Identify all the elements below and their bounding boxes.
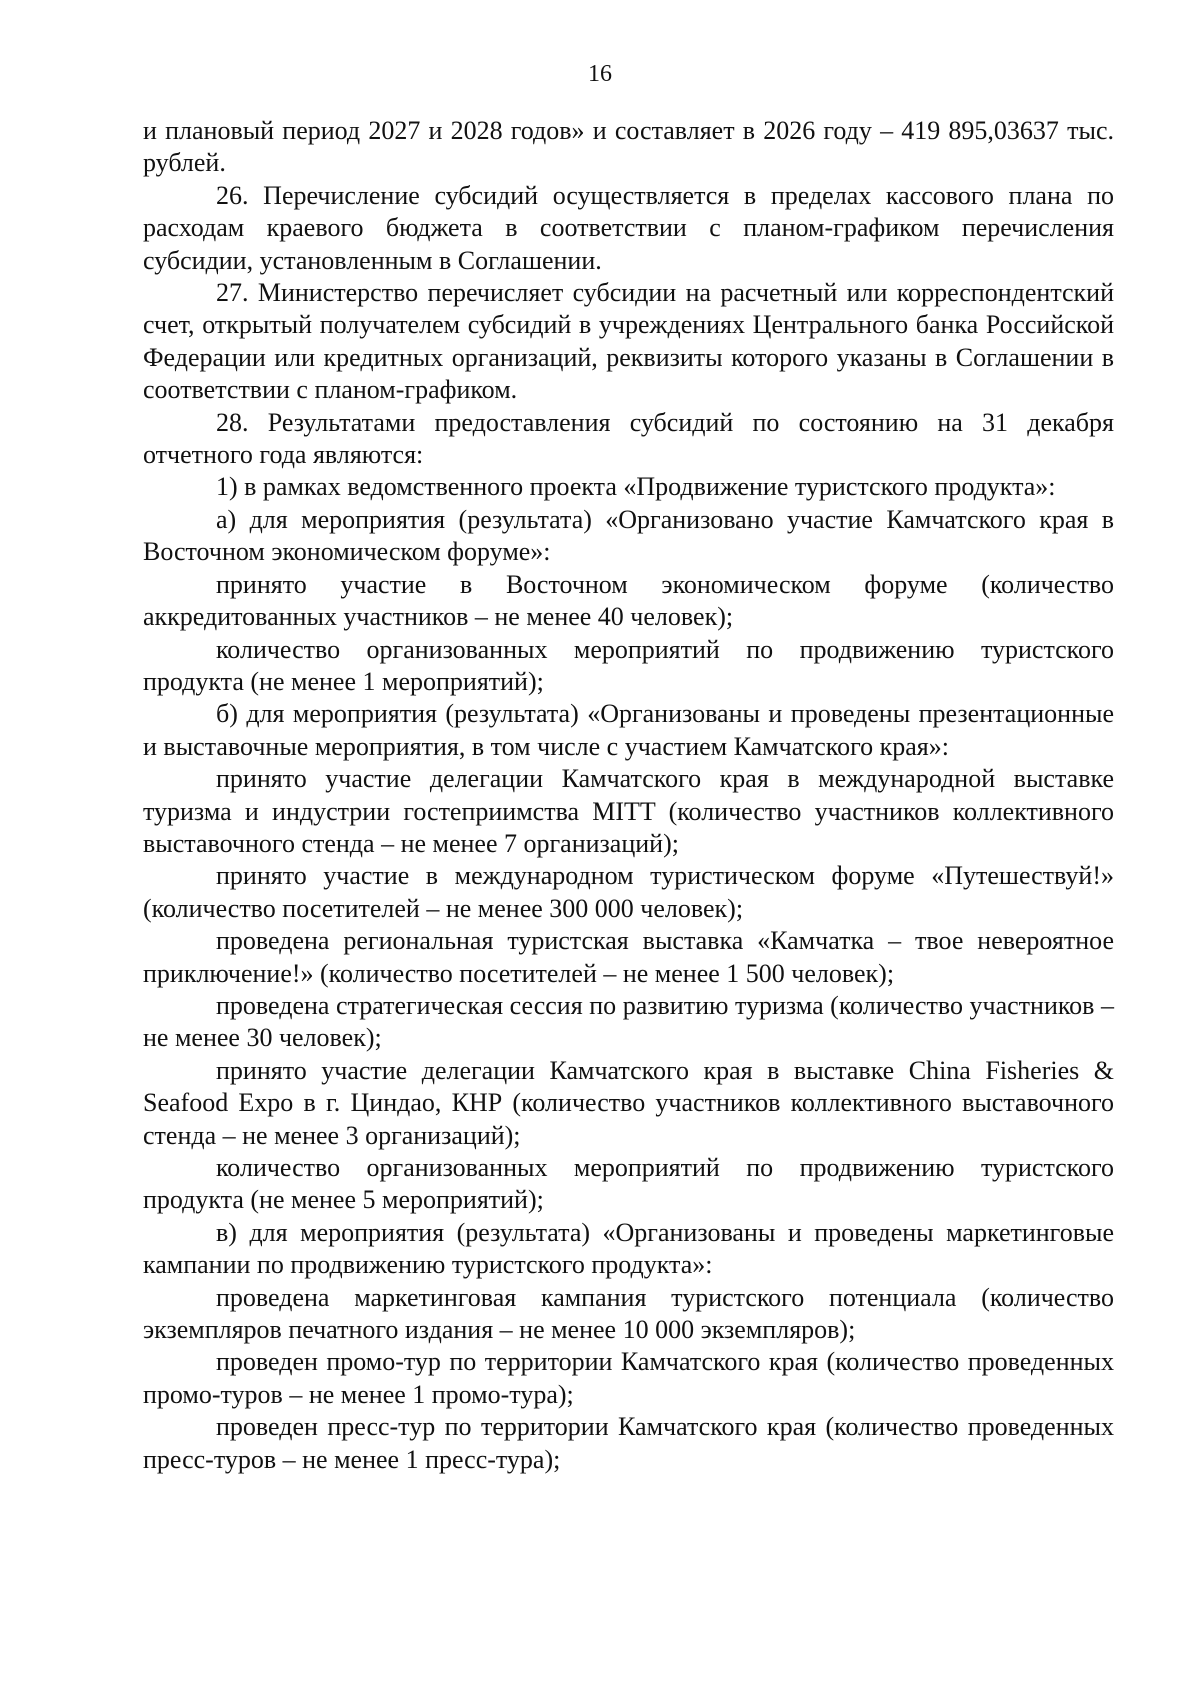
result-item: принято участие в Восточном экономическом форуме (количество аккредитованных участников – не менее 40 человек); (143, 569, 1114, 632)
result-item: проведена стратегическая сессия по развитию туризма (количество участников – не менее 30 человек); (143, 990, 1114, 1053)
result-item: проведена региональная туристская выставка «Камчатка – твое невероятное приключение!» (количество посетителей – не менее 1 500 человек); (143, 926, 1114, 988)
result-item: проведена маркетинговая кампания туристского потенциала (количество экземпляров печатного издания – не менее 10 000 экземпляров); (143, 1282, 1114, 1345)
result-item: проведен пресс-тур по территории Камчатского края (количество проведенных пресс-туров – не менее 1 пресс-тура); (143, 1412, 1114, 1474)
paragraph-26: 26. Перечисление субсидий осуществляется в пределах кассового плана по расходам краевого бюджета в соответствии с планом-графиком перечисления субсидии, установленным в Соглашении. (143, 180, 1114, 275)
result-item: проведен промо-тур по территории Камчатского края (количество проведенных промо-туров – не менее 1 промо-тура); (143, 1347, 1114, 1409)
result-item: количество организованных мероприятий по продвижению туристского продукта (не менее 1 мероприятий); (143, 634, 1114, 696)
paragraph-27: 27. Министерство перечисляет субсидии на расчетный или корреспондентский счет, открытый получателем субсидий в учреждениях Центрального банка Российской Федерации или кредитных организаций, реквизиты которого указаны в Соглашении в соответствии с планом-графиком. (143, 278, 1114, 405)
list-item-a: а) для мероприятия (результата) «Организовано участие Камчатского края в Восточном экономическом форуме»: (143, 504, 1114, 567)
list-item-b: б) для мероприятия (результата) «Организованы и проведены презентационные и выставочные мероприятия, в том числе с участием Камчатского края»: (143, 699, 1114, 761)
result-item: количество организованных мероприятий по продвижению туристского продукта (не менее 5 мероприятий); (143, 1153, 1114, 1215)
result-item: принято участие делегации Камчатского края в международной выставке туризма и индустрии гостеприимства MITT (количество участников коллективного выставочного стенда – не менее 7 организаций); (143, 764, 1114, 858)
page-number: 16 (588, 61, 612, 87)
list-item-v: в) для мероприятия (результата) «Организованы и проведены маркетинговые кампании по продвижению туристского продукта»: (143, 1217, 1114, 1280)
list-item-1: 1) в рамках ведомственного проекта «Продвижение туристского продукта»: (216, 472, 1056, 502)
paragraph-28: 28. Результатами предоставления субсидий по состоянию на 31 декабря отчетного года являются: (143, 407, 1114, 470)
result-item: принято участие в международном туристическом форуме «Путешествуй!» (количество посетителей – не менее 300 000 человек); (143, 861, 1114, 923)
document-body (143, 115, 1114, 1476)
result-item: принято участие делегации Камчатского края в выставке China Fisheries & Seafood Expo в г. Циндао, КНР (количество участников коллективного выставочного стенда – не менее 3 организаций); (143, 1055, 1114, 1150)
paragraph-continuation: и плановый период 2027 и 2028 годов» и составляет в 2026 году – 419 895,03637 тыс. рублей. (143, 116, 1114, 178)
